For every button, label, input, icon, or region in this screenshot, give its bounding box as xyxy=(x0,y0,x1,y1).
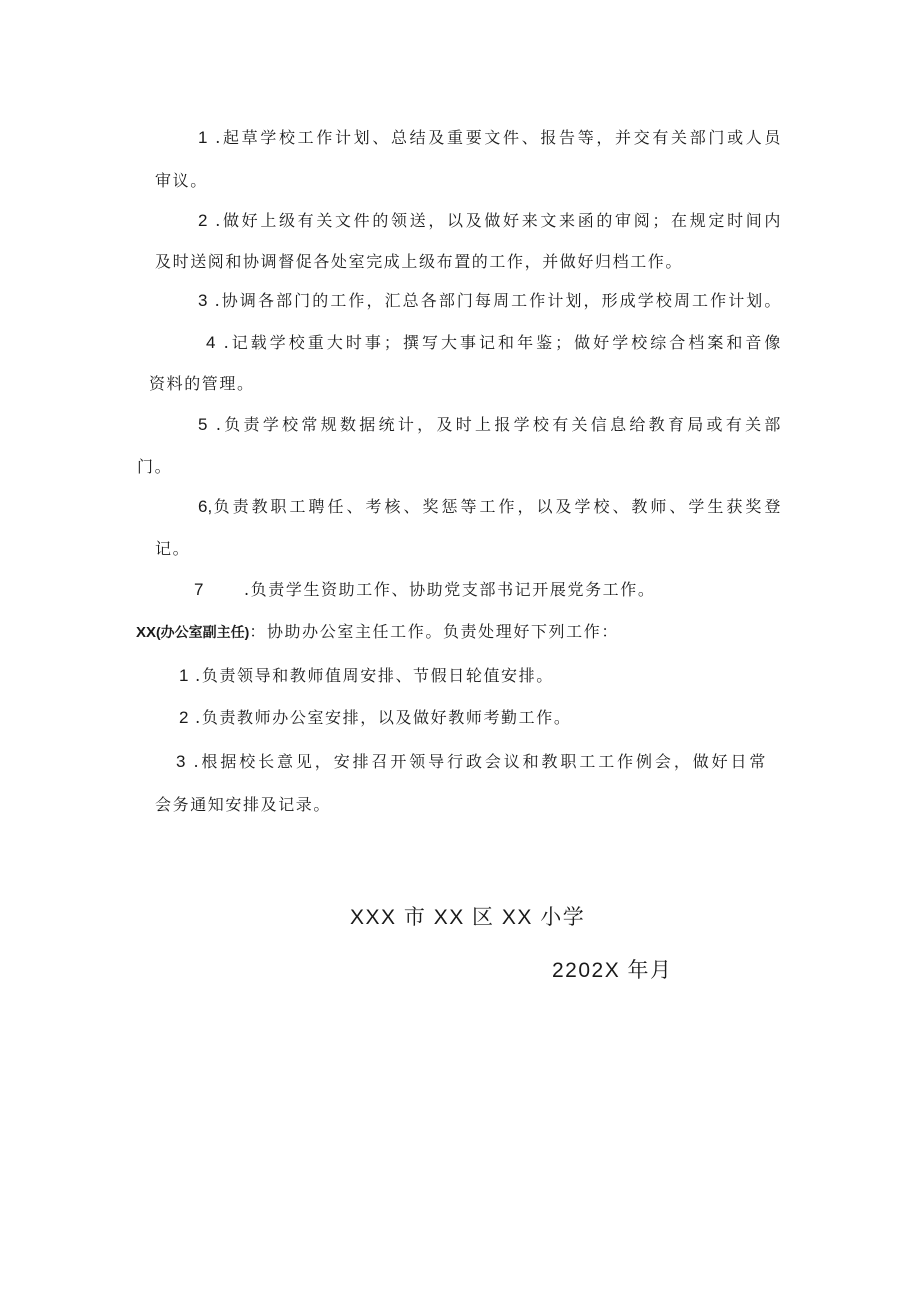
signature-date: 2202X 年月 xyxy=(552,959,673,982)
list-item xyxy=(179,708,571,728)
item-number: 3 xyxy=(198,291,208,310)
signature-school: XXX 市 XX 区 XX 小学 xyxy=(350,906,586,929)
list-item xyxy=(194,580,656,600)
deputy-description: ：协助办公室主任工作。负责处理好下列工作： xyxy=(249,622,619,641)
item-number: 3 xyxy=(176,752,186,771)
item-continuation: 门。 xyxy=(137,457,173,476)
item-text: .负责领导和教师值周安排、节假日轮值安排。 xyxy=(195,666,554,685)
item-text: .起草学校工作计划、总结及重要文件、报告等，并交有关部门或人员 xyxy=(215,128,783,147)
item-continuation: 及时送阅和协调督促各处室完成上级布置的工作，并做好归档工作。 xyxy=(155,252,684,271)
item-number: 2 xyxy=(179,708,189,727)
item-text: .负责学校常规数据统计，及时上报学校有关信息给教育局或有关部 xyxy=(215,415,783,434)
item-continuation: 会务通知安排及记录。 xyxy=(155,795,332,814)
item-number: 4 xyxy=(206,333,216,352)
item-text: .负责教师办公室安排，以及做好教师考勤工作。 xyxy=(195,708,572,727)
deputy-heading xyxy=(136,622,619,643)
deputy-name: XX xyxy=(136,624,157,641)
item-text: .记载学校重大时事；撰写大事记和年鉴；做好学校综合档案和音像 xyxy=(223,333,783,352)
list-item xyxy=(179,666,554,686)
item-number: 1 xyxy=(179,666,189,685)
item-number: 6, xyxy=(198,497,213,516)
item-continuation: 记。 xyxy=(155,539,191,558)
item-number: 7 xyxy=(194,580,204,599)
item-text: .做好上级有关文件的领送，以及做好来文来函的审阅；在规定时间内 xyxy=(215,211,783,230)
list-item xyxy=(198,211,782,231)
list-item xyxy=(198,497,782,517)
list-item xyxy=(206,333,782,353)
list-item xyxy=(198,291,782,311)
list-item xyxy=(198,415,782,435)
item-text: .根据校长意见，安排召开领导行政会议和教职工工作例会，做好日常 xyxy=(193,752,768,771)
item-text: 负责教职工聘任、考核、奖惩等工作，以及学校、教师、学生获奖登 xyxy=(212,497,782,516)
item-continuation: 审议。 xyxy=(155,171,208,190)
item-number: 1 xyxy=(198,128,208,147)
list-item xyxy=(198,128,782,148)
item-text: .协调各部门的工作，汇总各部门每周工作计划，形成学校周工作计划。 xyxy=(214,291,782,310)
item-text: .负责学生资助工作、协助党支部书记开展党务工作。 xyxy=(244,580,656,599)
deputy-role: (办公室副主任) xyxy=(156,624,250,640)
item-number: 2 xyxy=(198,211,208,230)
item-number: 5 xyxy=(198,415,208,434)
item-continuation: 资料的管理。 xyxy=(149,374,255,393)
list-item xyxy=(176,752,767,772)
